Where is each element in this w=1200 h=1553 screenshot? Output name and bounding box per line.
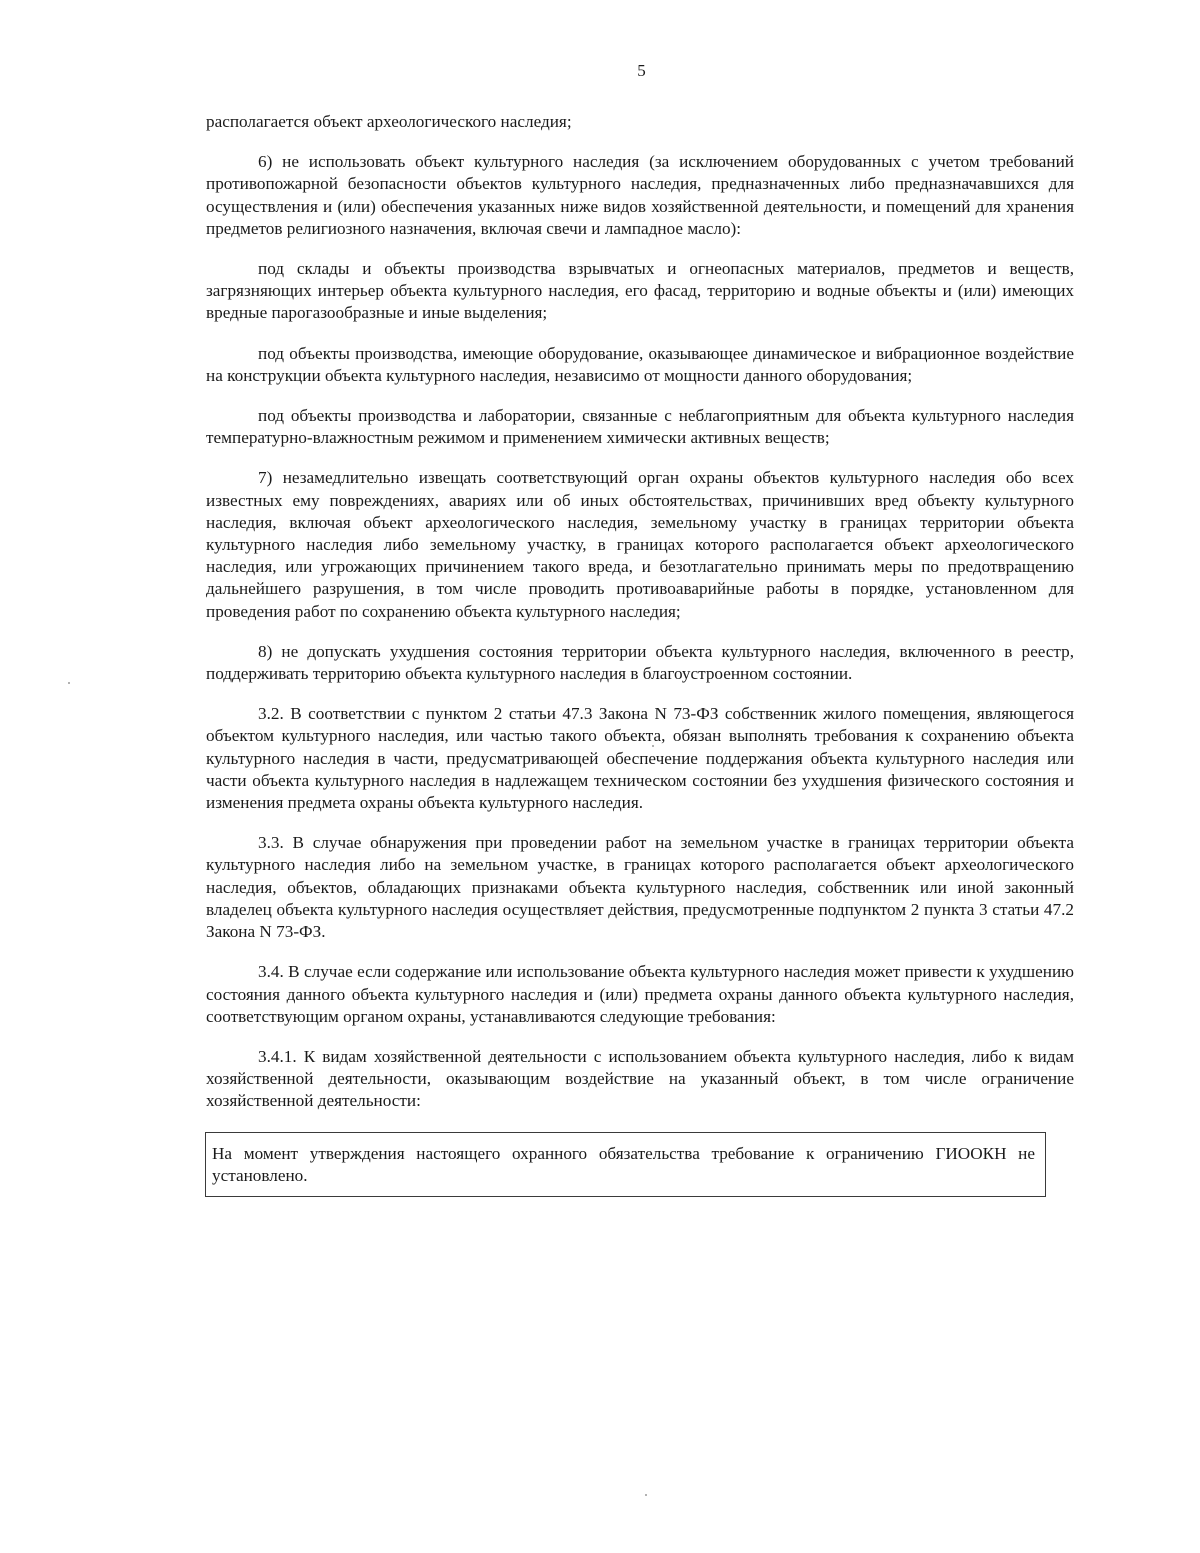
page-number: 5	[637, 61, 646, 80]
scan-speck	[652, 745, 654, 747]
paragraph-3-3: 3.3. В случае обнаружения при проведении работ на земельном участке в границах территории объекта культурного наследия либо на земельном участке, в границах которого располагается объект археологического наследия, объектов, обладающих признаками объекта культурного наследия, собственник или иной законный владелец объекта культурного наследия осуществляет действия, предусмотренные подпунктом 2 пункта 3 статьи 47.2 Закона N 73-ФЗ.	[206, 833, 1074, 942]
intro-line: располагается объект археологического наследия;	[206, 112, 572, 131]
document-body	[206, 111, 1074, 1197]
paragraph-item-6: 6) не использовать объект культурного наследия (за исключением оборудованных с учетом требований противопожарной безопасности объектов культурного наследия, предназначенных либо предназначавшихся для осуществления и (или) обеспечения указанных ниже видов хозяйственной деятельности, и помещений для хранения предметов религиозного назначения, включая свечи и лампадное масло):	[206, 152, 1074, 238]
paragraph-3-4: 3.4. В случае если содержание или использование объекта культурного наследия может привести к ухудшению состояния данного объекта культурного наследия и (или) предмета охраны данного объекта культурного наследия, соответствующим органом охраны, устанавливаются следующие требования:	[206, 962, 1074, 1026]
paragraph-3-4-1: 3.4.1. К видам хозяйственной деятельности с использованием объекта культурного наследия, либо к видам хозяйственной деятельности, оказывающим воздействие на указанный объект, в том числе ограничение хозяйственной деятельности:	[206, 1046, 1074, 1111]
paragraph-item-8: 8) не допускать ухудшения состояния территории объекта культурного наследия, включенного в реестр, поддерживать территорию объекта культурного наследия в благоустроенном состоянии.	[206, 641, 1074, 684]
paragraph-item-7: 7) незамедлительно извещать соответствующий орган охраны объектов культурного наследия обо всех известных ему повреждениях, авариях или об иных обстоятельствах, причинивших вред объекту культурного наследия, включая объект археологического наследия, земельному участку в границах территории объекта культурного наследия либо земельному участку, в границах которого располагается объект археологического наследия, или угрожающих причинением такого вреда, и безотлагательно принимать меры по предотвращению дальнейшего разрушения, в том числе проводить противоаварийные работы в порядке, установленном для проведения работ по сохранению объекта культурного наследия;	[206, 468, 1074, 621]
scan-speck	[645, 1494, 647, 1496]
notice-box: На момент утверждения настоящего охранного обязательства требование к ограничению ГИООКН не установлено.	[205, 1132, 1046, 1197]
paragraph-warehouses: под склады и объекты производства взрывчатых и огнеопасных материалов, предметов и веществ, загрязняющих интерьер объекта культурного наследия, его фасад, территорию и водные объекты и (или) имеющих вредные парогазообразные и иные выделения;	[206, 259, 1074, 323]
paragraph-dynamic-equipment: под объекты производства, имеющие оборудование, оказывающее динамическое и вибрационное воздействие на конструкции объекта культурного наследия, независимо от мощности данного оборудования;	[206, 343, 1074, 385]
paragraph-laboratories: под объекты производства и лаборатории, связанные с неблагоприятным для объекта культурного наследия температурно-влажностным режимом и применением химически активных веществ;	[206, 406, 1074, 448]
paragraph-3-2: 3.2. В соответствии с пунктом 2 статьи 47.3 Закона N 73-ФЗ собственник жилого помещения, являющегося объектом культурного наследия, или частью такого объекта, обязан выполнять требования к сохранению объекта культурного наследия в части, предусматривающей обеспечение поддержания объекта культурного наследия или части объекта культурного наследия в надлежащем техническом состоянии без ухудшения физического состояния и изменения предмета охраны объекта культурного наследия.	[206, 704, 1074, 813]
scan-speck	[68, 682, 70, 684]
